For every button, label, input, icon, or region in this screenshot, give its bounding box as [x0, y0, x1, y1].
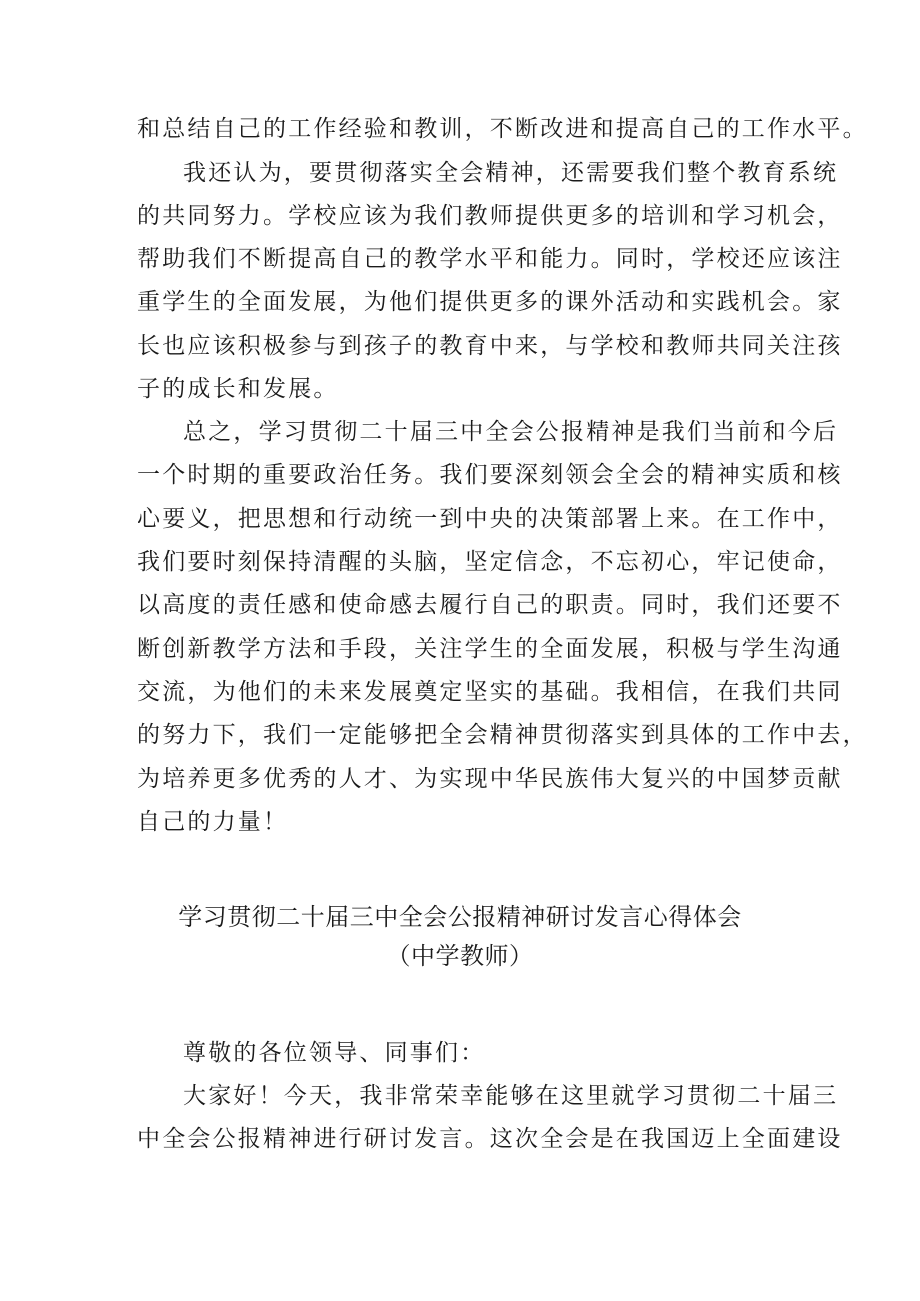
paragraph-line: 帮助我们不断提高自己的教学水平和能力。同时，学校还应该注	[137, 246, 843, 272]
paragraph-line: 的共同努力。学校应该为我们教师提供更多的培训和学习机会，	[137, 203, 843, 229]
paragraph-line: 以高度的责任感和使命感去履行自己的职责。同时，我们还要不	[137, 592, 843, 618]
paragraph-line: 的努力下，我们一定能够把全会精神贯彻落实到具体的工作中去，	[137, 722, 868, 748]
salutation: 尊敬的各位领导、同事们：	[183, 1040, 486, 1066]
paragraph-line: 一个时期的重要政治任务。我们要深刻领会全会的精神实质和核	[137, 462, 843, 488]
paragraph-line: 子的成长和发展。	[137, 376, 339, 402]
section-subtitle: （中学教师）	[386, 942, 534, 970]
paragraph-line: 长也应该积极参与到孩子的教育中来，与学校和教师共同关注孩	[137, 333, 843, 359]
paragraph-line: 我还认为，要贯彻落实全会精神，还需要我们整个教育系统	[183, 160, 839, 186]
paragraph-line: 交流，为他们的未来发展奠定坚实的基础。我相信，在我们共同	[137, 679, 843, 705]
paragraph-line: 为培养更多优秀的人才、为实现中华民族伟大复兴的中国梦贡献	[137, 766, 843, 792]
paragraph-line: 我们要时刻保持清醒的头脑，坚定信念，不忘初心，牢记使命，	[137, 549, 843, 575]
paragraph-line: 心要义，把思想和行动统一到中央的决策部署上来。在工作中，	[137, 506, 843, 532]
paragraph-line: 中全会公报精神进行研讨发言。这次全会是在我国迈上全面建设	[137, 1126, 843, 1152]
paragraph-line: 大家好！今天，我非常荣幸能够在这里就学习贯彻二十届三	[183, 1083, 839, 1109]
paragraph-line: 断创新教学方法和手段，关注学生的全面发展，积极与学生沟通	[137, 636, 843, 662]
paragraph-line: 总之，学习贯彻二十届三中全会公报精神是我们当前和今后	[183, 419, 839, 445]
paragraph-line: 自己的力量！	[137, 809, 289, 835]
section-title: 学习贯彻二十届三中全会公报精神研讨发言心得体会	[178, 903, 742, 931]
paragraph-line: 重学生的全面发展，为他们提供更多的课外活动和实践机会。家	[137, 289, 843, 315]
paragraph-line: 和总结自己的工作经验和教训，不断改进和提高自己的工作水平。	[137, 116, 868, 142]
